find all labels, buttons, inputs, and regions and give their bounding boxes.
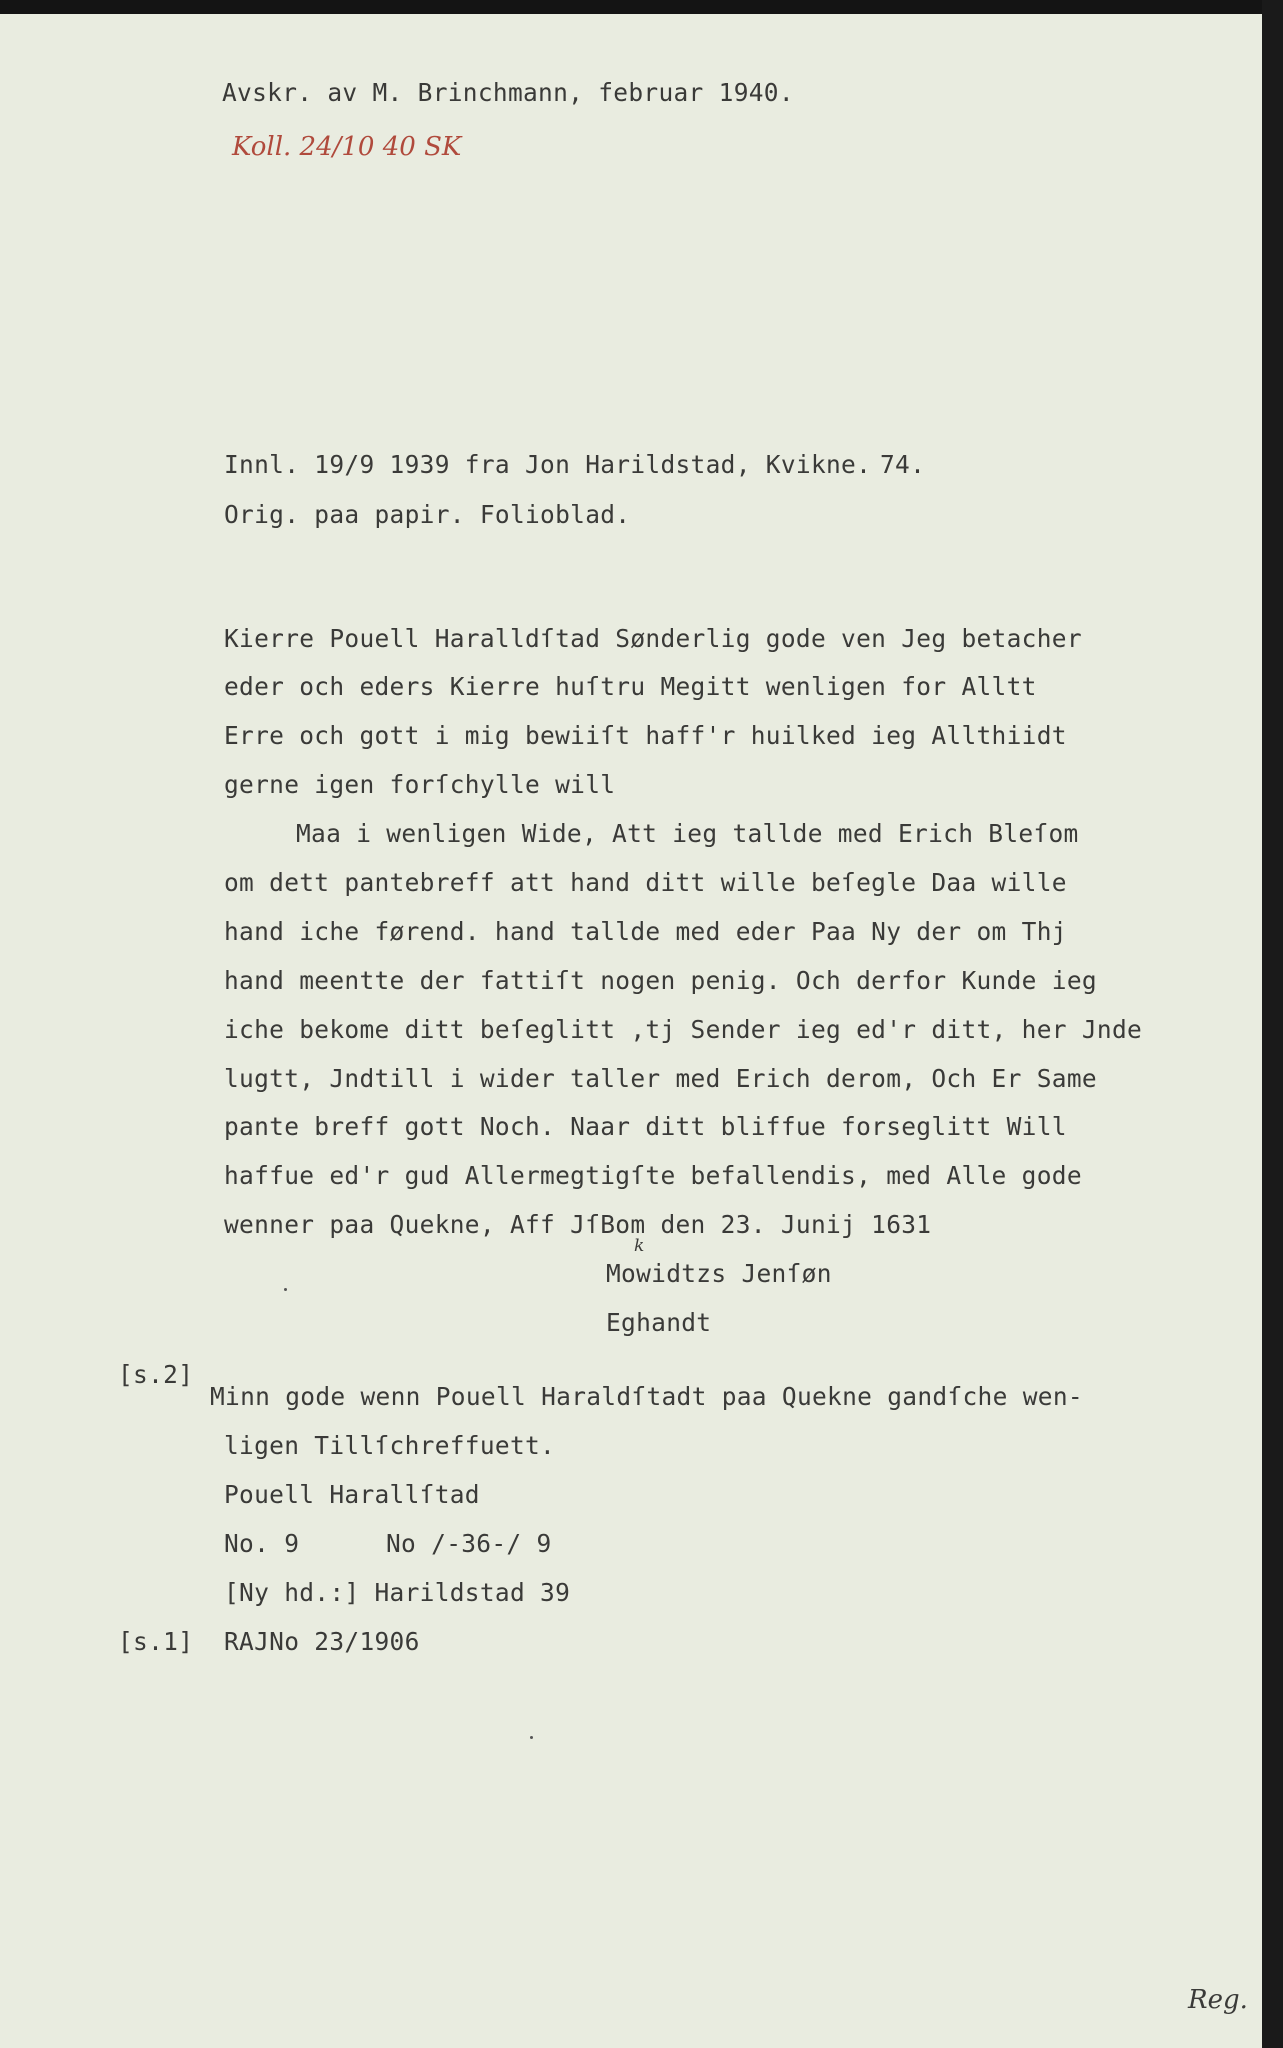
- letter-line: Kierre Pouell Haralldſtad Sønderlig gode ven Jeg betacher: [224, 624, 1082, 653]
- paper-speck: [530, 1736, 533, 1739]
- letter-line: lugtt, Jndtill i wider taller med Erich derom, Och Er Same: [224, 1064, 1097, 1093]
- recipient-name: Pouell Harallſtad: [224, 1480, 480, 1509]
- letter-line: hand iche førend. hand tallde med eder Paa Ny der om Thj: [224, 917, 1067, 946]
- letter-line: eder och eders Kierre huſtru Megitt wenligen for Alltt: [224, 672, 1037, 701]
- archive-reference: RAJNo 23/1906: [224, 1627, 420, 1656]
- paper-speck: [284, 1288, 287, 1291]
- number-left: No. 9: [224, 1529, 300, 1558]
- document-number: 74.: [880, 450, 926, 479]
- address-line: ligen Tillſchreffuett.: [224, 1431, 556, 1460]
- letter-line: pante breff gott Noch. Naar ditt bliffue forseglitt Will: [224, 1112, 1067, 1141]
- page-label-s2: [s.2]: [118, 1360, 194, 1389]
- signature-note: Eghandt: [606, 1308, 712, 1337]
- letter-line: om dett pantebreff att hand ditt wille beſegle Daa wille: [224, 868, 1067, 897]
- original-line: Orig. paa papir. Folioblad.: [224, 500, 631, 529]
- received-line: Innl. 19/9 1939 fra Jon Harildstad, Kvikne.: [224, 450, 872, 479]
- number-right: No /-36-/ 9: [386, 1529, 552, 1558]
- transcription-note: Avskr. av M. Brinchmann, februar 1940.: [222, 78, 794, 107]
- signature-insertion: k: [634, 1236, 645, 1256]
- page-label-s1: [s.1]: [118, 1627, 194, 1656]
- scan-right-edge: [1262, 0, 1283, 2048]
- collation-note: Koll. 24/10 40 SK: [232, 132, 462, 162]
- address-line: Minn gode wenn Pouell Haraldſtadt paa Quekne gandſche wen-: [210, 1382, 1083, 1411]
- letter-line: gerne igen forſchylle will: [224, 770, 616, 799]
- new-hand-note: [Ny hd.:] Harildstad 39: [224, 1578, 571, 1607]
- letter-line: wenner paa Quekne, Aff JſBom den 23. Junij 1631: [224, 1210, 932, 1239]
- scan-top-edge: [0, 0, 1262, 14]
- corner-mark: Reg.: [1188, 1985, 1248, 2015]
- letter-line: Erre och gott i mig bewiiſt haff'r huilked ieg Allthiidt: [224, 721, 1067, 750]
- letter-line: hand meentte der fattiſt nogen penig. Och derfor Kunde ieg: [224, 966, 1097, 995]
- signature: Mowidtzs Jenſøn: [606, 1259, 832, 1288]
- letter-line: iche bekome ditt beſeglitt ,tj Sender ieg ed'r ditt, her Jnde: [224, 1015, 1143, 1044]
- letter-line: Maa i wenligen Wide, Att ieg tallde med Erich Bleſom: [296, 819, 1079, 848]
- letter-line: haffue ed'r gud Allermegtigſte befallendis, med Alle gode: [224, 1161, 1082, 1190]
